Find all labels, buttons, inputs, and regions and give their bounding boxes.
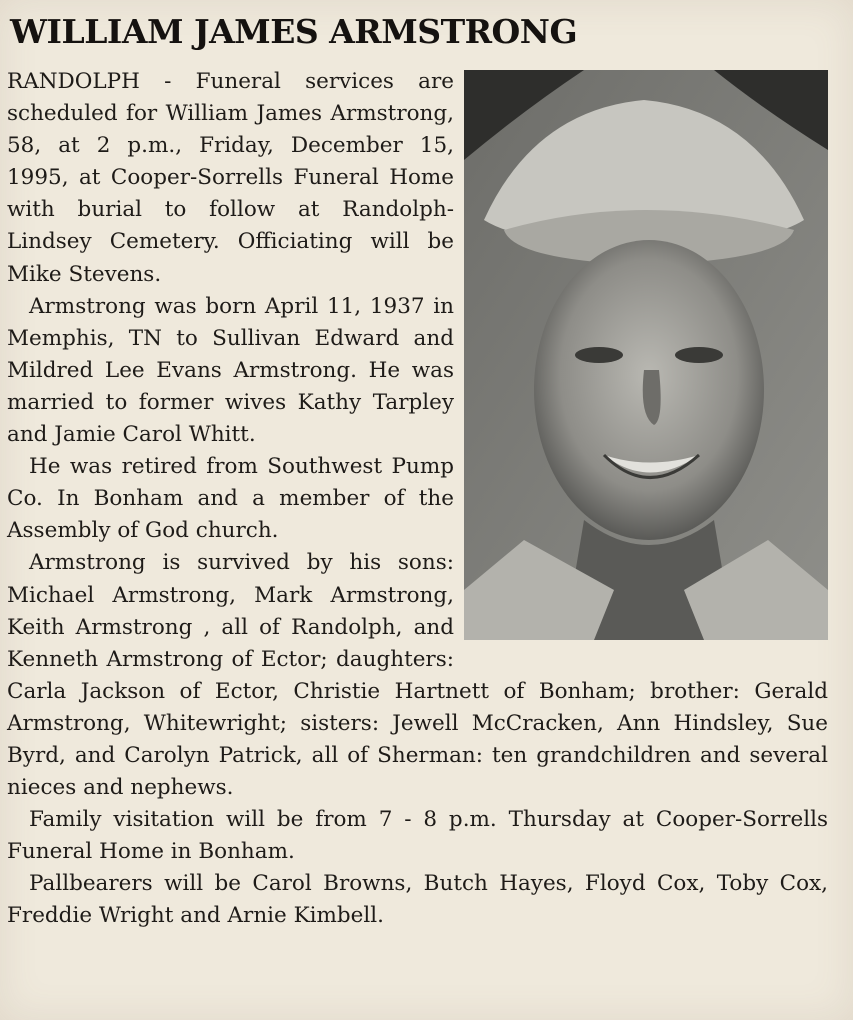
paragraph-visitation: Family visitation will be from 7 - 8 p.m. Thursday at Cooper-Sorrells Funeral Home in Bonham. — [7, 807, 828, 865]
dateline: RANDOLPH — [7, 69, 140, 94]
paragraph-pallbearers: Pallbearers will be Carol Browns, Butch Hayes, Floyd Cox, Toby Cox, Freddie Wright and Arnie Kimbell. — [7, 871, 828, 929]
paragraph-services-text: - Funeral services are scheduled for William James Armstrong, 58, at 2 p.m., Friday, December 15, 1995, at Cooper-Sorrells Funeral Home with burial to follow at Randolph-Lindsey Cemetery. Officiating will be Mike Stevens. — [7, 69, 454, 287]
paragraph-career: He was retired from Southwest Pump Co. In Bonham and a member of the Assembly of God church. — [7, 454, 454, 544]
paragraph-birth: Armstrong was born April 11, 1937 in Memphis, TN to Sullivan Edward and Mildred Lee Evans Armstrong. He was married to former wives Kathy Tarpley and Jamie Carol Whitt. — [7, 293, 454, 448]
portrait-photo-graphic — [464, 70, 828, 640]
paragraph-survivors: Armstrong is survived by his sons: Michael Armstrong, Mark Armstrong, Keith Armstrong , all of Randolph, and Kenneth Armstrong of Ector; daughters: Carla Jackson of Ector, Christie Hartnett of Bonham; brother: Gerald Armstrong, Whitewright; sisters: Jewell McCracken, Ann Hindsley, Sue Byrd, and Carolyn Patrick, all of Sherman: ten grandchildren and several nieces and nephews. — [7, 550, 828, 801]
obituary-headline: WILLIAM JAMES ARMSTRONG — [10, 12, 578, 51]
obituary-body — [7, 66, 828, 933]
portrait-photo — [464, 70, 828, 640]
